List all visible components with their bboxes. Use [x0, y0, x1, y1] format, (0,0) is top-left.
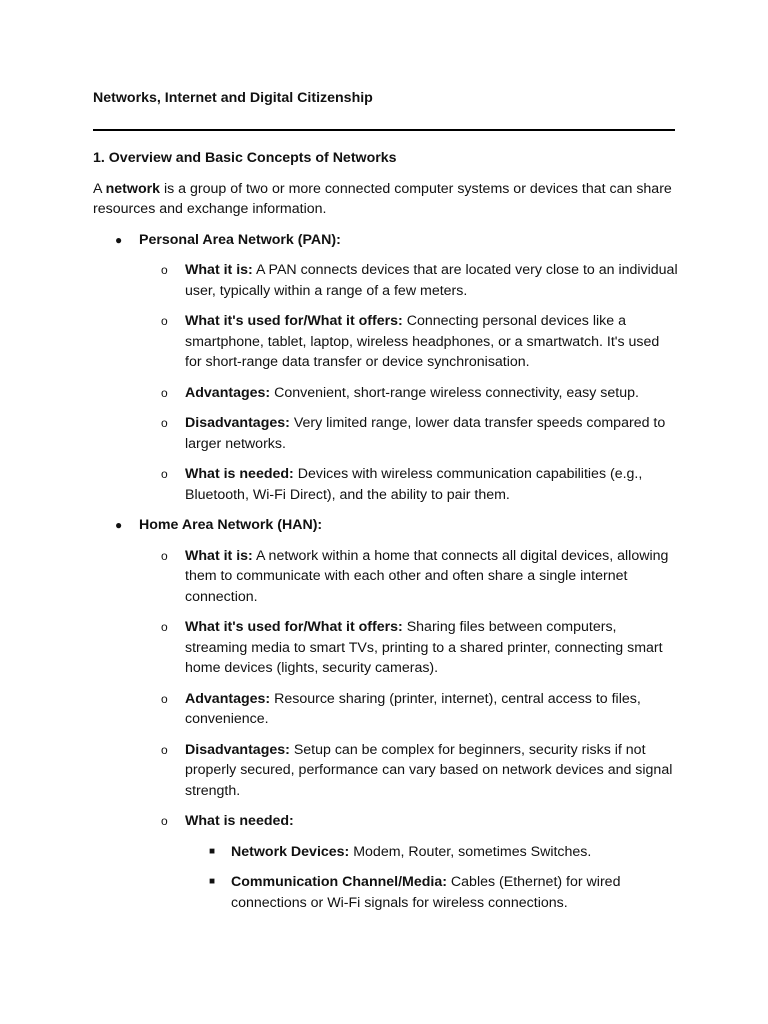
item-text: Convenient, short-range wireless connectivity, easy setup.: [270, 384, 639, 401]
item-label: What it is:: [185, 547, 253, 564]
item-label: Communication Channel/Media:: [231, 874, 447, 890]
intro-term: network: [105, 180, 161, 197]
circle-bullet-icon: o: [161, 385, 168, 400]
list-item: [185, 872, 678, 913]
item-text: Resource sharing (printer, internet), central access to files, convenience.: [185, 690, 641, 727]
circle-bullet-icon: o: [161, 814, 168, 828]
item-text: Connecting personal devices like a smartphone, tablet, laptop, wireless headphones, or a smartwatch. It's used for short-range data transfer or device synchronisation.: [185, 313, 660, 370]
bullet-icon: ●: [115, 518, 123, 532]
list-item: [139, 260, 678, 301]
document-title: Networks, Internet and Digital Citizenship: [93, 90, 373, 106]
bullet-icon: ●: [115, 232, 123, 247]
list-item: [139, 464, 678, 505]
circle-bullet-icon: o: [161, 416, 168, 430]
item-label: Advantages:: [185, 690, 271, 707]
item-text: Modem, Router, sometimes Switches.: [349, 843, 592, 860]
square-bullet-icon: ■: [209, 845, 216, 857]
circle-bullet-icon: o: [161, 620, 168, 634]
circle-bullet-icon: o: [161, 314, 168, 328]
han-label: Home Area Network (HAN):: [139, 517, 323, 533]
item-text: A network within a home that connects all digital devices, allowing them to communicate with each other and often share a single internet connection.: [185, 547, 669, 605]
item-label: What it's used for/What it offers:: [185, 619, 403, 635]
circle-bullet-icon: o: [161, 263, 168, 277]
han-details-list: [139, 546, 678, 914]
section-overview: [93, 148, 678, 923]
needed-list: [185, 842, 678, 914]
intro-prefix: A: [93, 180, 106, 197]
list-item-pan: [93, 230, 678, 506]
list-item: [185, 842, 678, 863]
square-bullet-icon: ■: [209, 876, 216, 887]
item-label: What is needed:: [185, 813, 294, 829]
list-item-han: [93, 515, 678, 913]
list-item: [139, 811, 678, 913]
network-types-list: [93, 230, 678, 914]
item-text: Cables (Ethernet) for wired connections or Wi-Fi signals for wireless connections.: [231, 874, 621, 911]
item-label: What it is:: [185, 262, 253, 278]
item-label: Disadvantages:: [185, 741, 290, 758]
list-item: [139, 383, 678, 404]
item-label: Network Devices:: [231, 843, 350, 860]
list-item: [139, 740, 678, 802]
list-item: [139, 546, 678, 608]
item-text: Devices with wireless communication capabilities (e.g., Bluetooth, Wi-Fi Direct), and the ability to pair them.: [185, 466, 643, 503]
horizontal-rule: [93, 129, 675, 131]
item-label: Disadvantages:: [185, 415, 290, 431]
circle-bullet-icon: o: [161, 548, 168, 563]
pan-label: Personal Area Network (PAN):: [139, 231, 341, 248]
item-label: What it's used for/What it offers:: [185, 313, 403, 329]
intro-paragraph: [93, 179, 678, 220]
item-text: Setup can be complex for beginners, security risks if not properly secured, performance can vary based on network devices and signal strength.: [185, 741, 673, 799]
list-item: [139, 689, 678, 730]
circle-bullet-icon: o: [161, 467, 168, 481]
list-item: [139, 311, 678, 373]
list-item: [139, 617, 678, 679]
section-heading: 1. Overview and Basic Concepts of Networks: [93, 150, 397, 166]
item-label: What is needed:: [185, 466, 294, 482]
item-text: Very limited range, lower data transfer speeds compared to larger networks.: [185, 415, 666, 452]
item-text: A PAN connects devices that are located very close to an individual user, typically within a range of a few meters.: [185, 262, 678, 299]
pan-details-list: [139, 260, 678, 505]
circle-bullet-icon: o: [161, 742, 168, 757]
item-text: Sharing files between computers, streaming media to smart TVs, printing to a shared printer, connecting smart home devices (lights, security cameras).: [185, 619, 663, 676]
list-item: [139, 413, 678, 454]
item-label: Advantages:: [185, 384, 271, 401]
circle-bullet-icon: o: [161, 691, 168, 706]
intro-rest: is a group of two or more connected computer systems or devices that can share resources and exchange information.: [93, 180, 672, 217]
